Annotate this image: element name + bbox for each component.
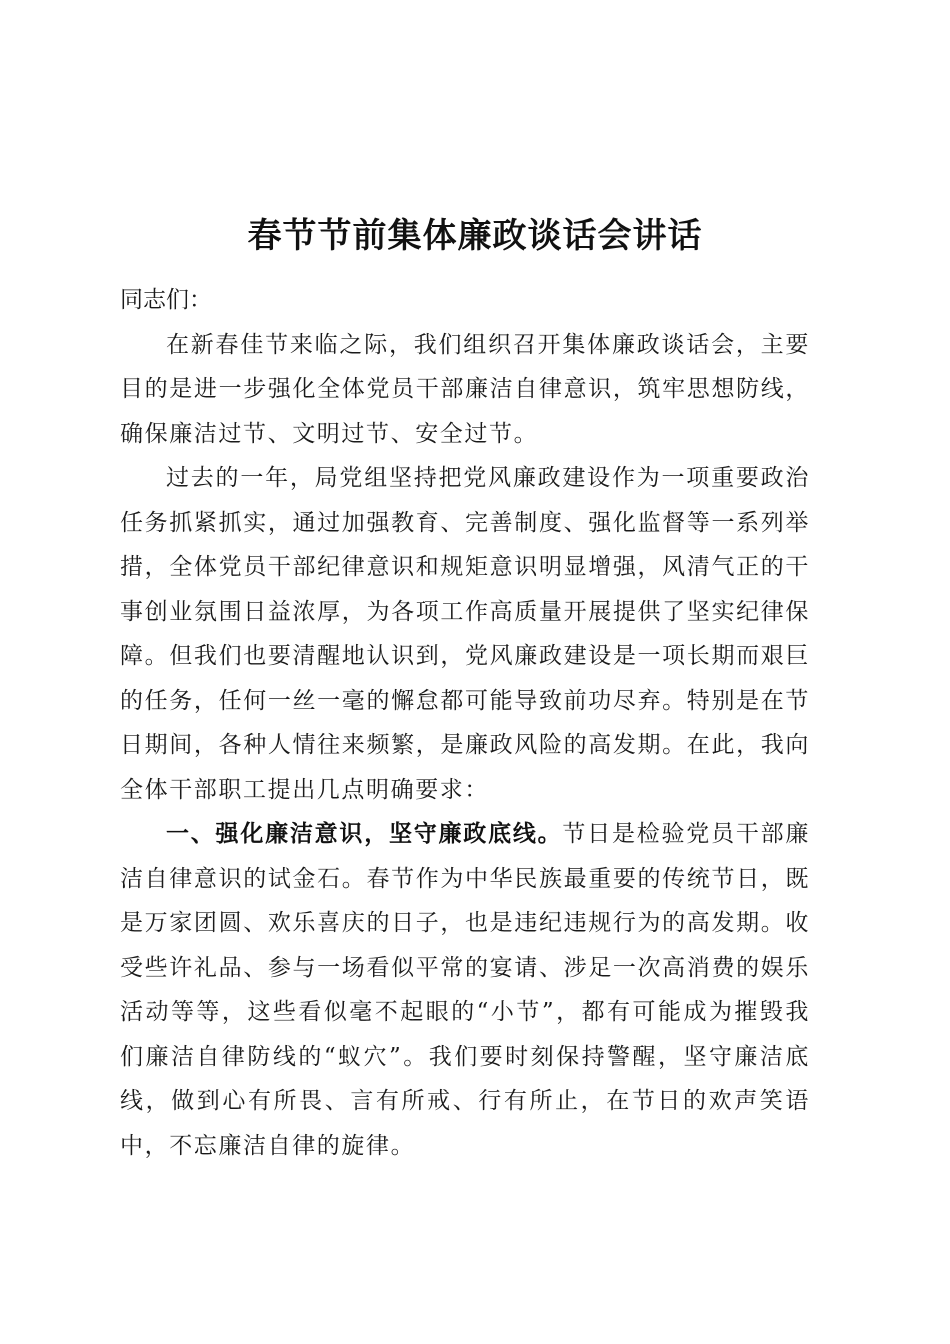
paragraph-intro xyxy=(120,323,810,457)
paragraph-text: 过去的一年，局党组坚持把党风廉政建设作为一项重要政治任务抓紧抓实，通过加强教育、完善制度、强化监督等一系列举措，全体党员干部纪律意识和规矩意识明显增强，风清气正的干事创业氛围日益浓厚，为各项工作高质量开展提供了坚实纪律保障。但我们也要清醒地认识到，党风廉政建设是一项长期而艰巨的任务，任何一丝一毫的懈怠都可能导致前功尽弃。特别是在节日期间，各种人情往来频繁，是廉政风险的高发期。在此，我向全体干部职工提出几点明确要求： xyxy=(120,465,810,803)
paragraph-text: 在新春佳节来临之际，我们组织召开集体廉政谈话会，主要目的是进一步强化全体党员干部廉洁自律意识，筑牢思想防线，确保廉洁过节、文明过节、安全过节。 xyxy=(120,331,810,447)
section-heading: 一、强化廉洁意识，坚守廉政底线。 xyxy=(166,821,563,847)
paragraph-requirement-one xyxy=(120,812,810,1168)
paragraph-review xyxy=(120,456,810,812)
document-body xyxy=(120,278,810,1168)
paragraph-text: 节日是检验党员干部廉洁自律意识的试金石。春节作为中华民族最重要的传统节日，既是万家团圆、欢乐喜庆的日子，也是违纪违规行为的高发期。收受些许礼品、参与一场看似平常的宴请、涉足一次高消费的娱乐活动等等，这些看似毫不起眼的“小节”，都有可能成为摧毁我们廉洁自律防线的“蚁穴”。我们要时刻保持警醒，坚守廉洁底线，做到心有所畏、言有所戒、行有所止，在节日的欢声笑语中，不忘廉洁自律的旋律。 xyxy=(120,821,811,1159)
document-title: 春节节前集体廉政谈话会讲话 xyxy=(247,216,703,256)
greeting: 同志们： xyxy=(120,287,212,313)
